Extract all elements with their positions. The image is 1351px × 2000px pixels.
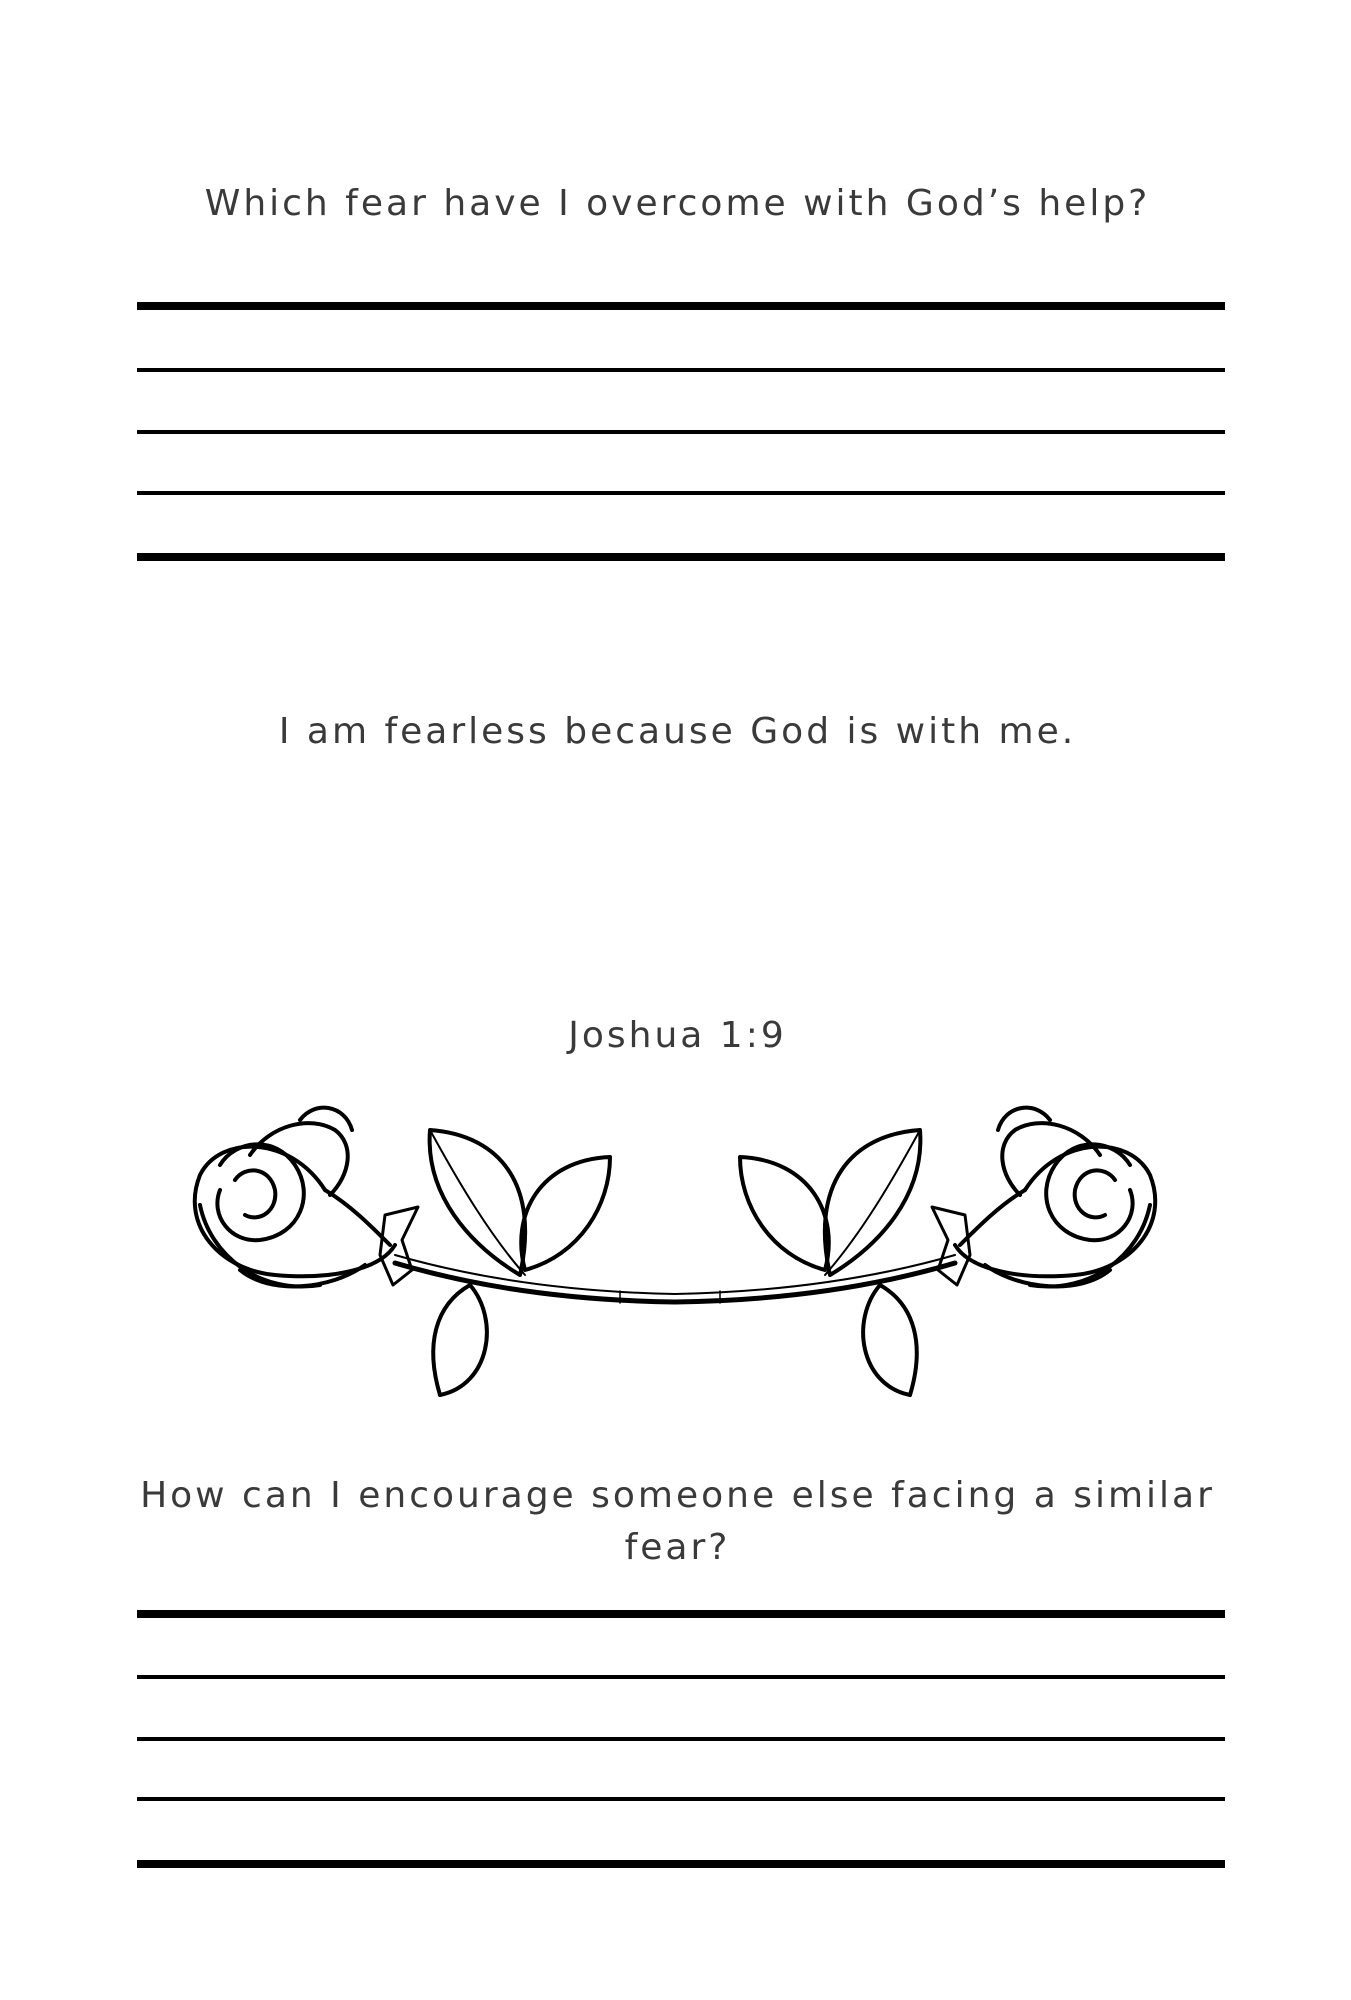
answer-line [137,1737,1225,1741]
answer-line [137,491,1225,495]
answer-line [137,1675,1225,1679]
verse-reference: Joshua 1:9 [568,1015,787,1056]
answer-line [137,368,1225,372]
answer-line [137,553,1225,561]
answer-line [137,1610,1225,1618]
question-2: How can I encourage someone else facing a similar fear? [140,1475,1215,1568]
answer-line [137,1860,1225,1868]
affirmation-text: I am fearless because God is with me. [278,711,1077,752]
answer-line [137,302,1225,310]
rose-stem-illustration-icon [180,1095,1170,1415]
answer-line [137,1797,1225,1801]
answer-line [137,430,1225,434]
question-1: Which fear have I overcome with God’s help? [204,183,1151,224]
